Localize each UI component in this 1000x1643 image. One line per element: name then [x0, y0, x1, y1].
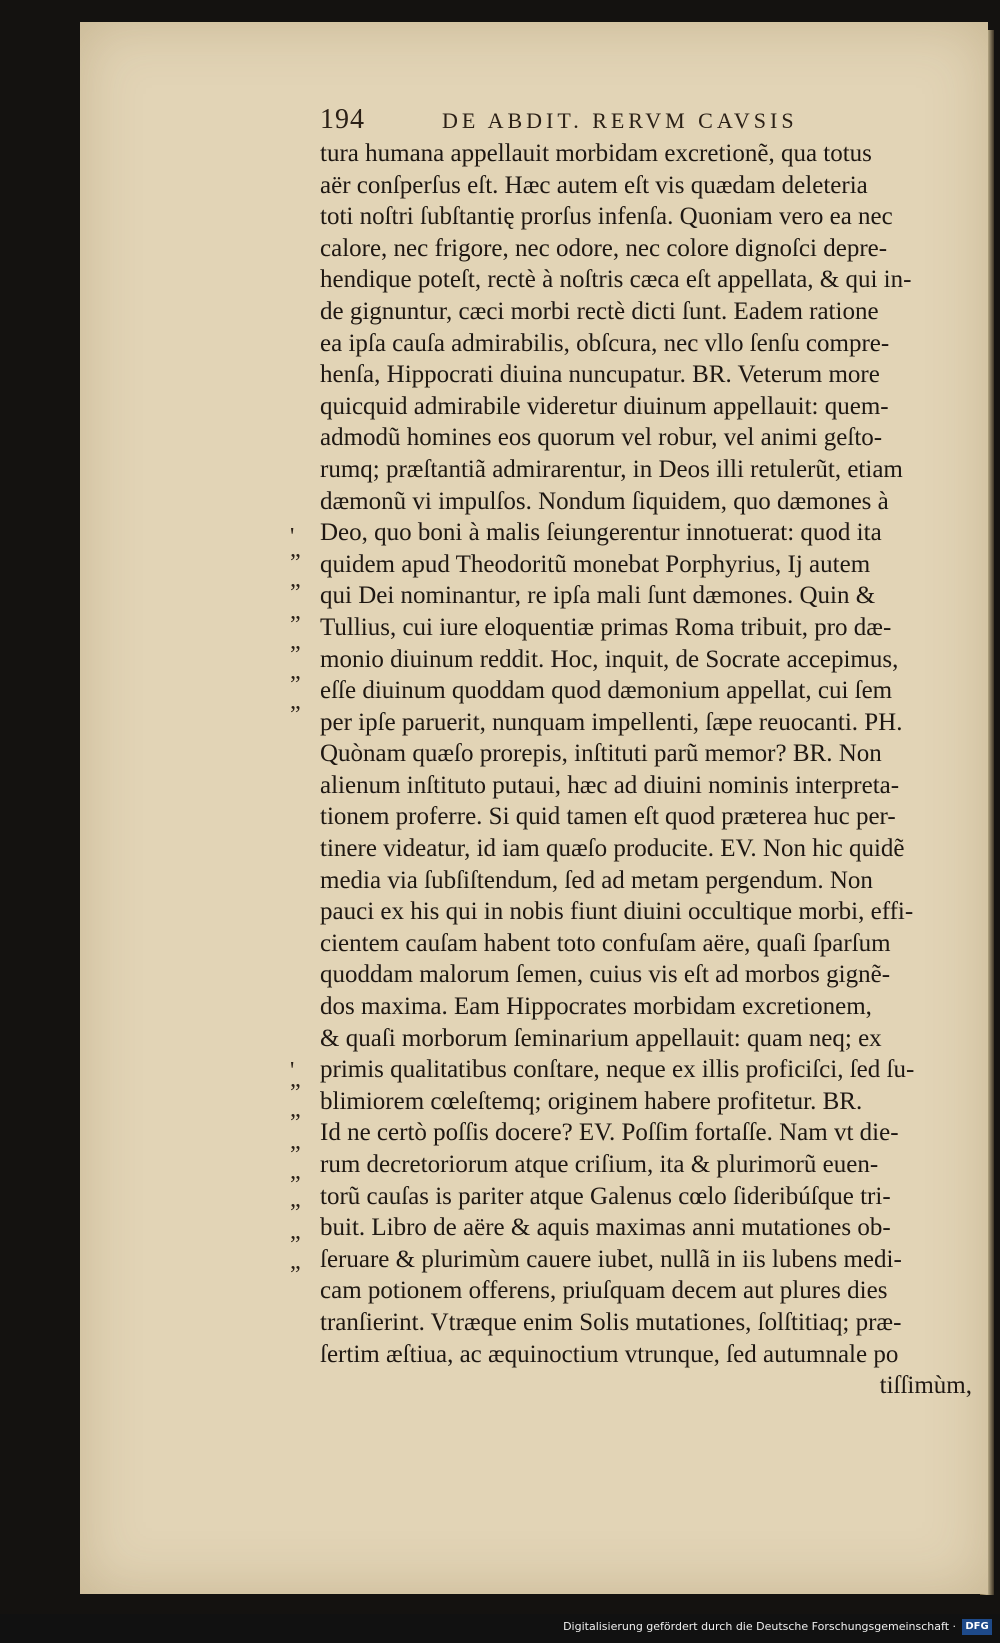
text-line: quicquid admirabile videretur diuinum appellauit: quem- [320, 392, 889, 420]
text-line: torũ cauſas is pariter atque Galenus cœlo ſideribúſque tri- [320, 1182, 891, 1210]
text-line: per ipſe paruerit, nunquam impellenti, ſæpe reuocanti. PH. [320, 708, 903, 736]
text-line: pauci ex his qui in nobis fiunt diuini occultique morbi, effi- [320, 898, 914, 926]
text-line: alienum inſtituto putaui, hæc ad diuini nominis interpreta- [320, 771, 900, 799]
text-line: qui Dei nominantur, re ipſa mali ſunt dæmones. Quin & [320, 582, 876, 610]
margin-quote-mark: ” [290, 550, 301, 576]
margin-quote-mark: ” [290, 612, 301, 638]
text-line: calore, nec frigore, nec odore, nec colore dignoſci depre- [320, 234, 888, 262]
text-line: cientem cauſam habent toto confuſam aëre, quaſi ſparſum [320, 929, 891, 957]
text-line: tura humana appellauit morbidam excretionẽ, qua totus [320, 140, 872, 167]
dfg-logo-icon: DFG [962, 1619, 992, 1635]
text-line: tranſierint. Vtræque enim Solis mutationes, ſolſtitiaq; præ- [320, 1308, 902, 1336]
text-line: ſeruare & plurimùm cauere iubet, nullã in iis lubens medi- [320, 1245, 902, 1273]
text-line: hendique poteſt, rectè à noſtris cæca eſt appellata, & qui in- [320, 266, 912, 294]
text-line: dæmonũ vi impulſos. Nondum ſiquidem, quo dæmones à [320, 487, 889, 515]
text-line: Deo, quo boni à malis ſeiungerentur innotuerat: quod ita [320, 519, 882, 547]
margin-quote-mark: ” [290, 1172, 301, 1198]
margin-quote-mark: ” [290, 580, 301, 606]
text-line: tiſſimùm, [879, 1372, 972, 1400]
margin-quote-mark: ” [290, 672, 301, 698]
text-line: Tullius, cui iure eloquentiæ primas Roma tribuit, pro dæ- [320, 613, 892, 641]
body-text [320, 138, 972, 1402]
text-line: tionem proferre. Si quid tamen eſt quod præterea huc per- [320, 803, 896, 831]
text-line: quoddam malorum ſemen, cuius vis eſt ad morbos gignẽ- [320, 961, 891, 989]
text-line: cam potionem offerens, priuſquam decem aut plures dies [320, 1277, 888, 1305]
text-line: rum decretoriorum atque criſium, ita & plurimorũ euen- [320, 1151, 879, 1178]
margin-quote-mark: ” [290, 1080, 301, 1106]
text-line: media via ſubſiſtendum, ſed ad metam pergendum. Non [320, 866, 873, 894]
margin-quote-mark: ” [290, 1232, 301, 1258]
text-line: admodũ homines eos quorum vel robur, vel animi geſto- [320, 424, 883, 452]
text-line: quidem apud Theodoritũ monebat Porphyrius, Ij autem [320, 550, 871, 578]
margin-quote-mark: ” [290, 702, 301, 728]
margin-quote-mark: ” [290, 642, 301, 668]
footer-bar [0, 1614, 1000, 1643]
text-line: & quaſi morborum ſeminarium appellauit: quam neq; ex [320, 1024, 882, 1052]
text-line: de gignuntur, cæci morbi rectè dicti ſunt. Eadem ratione [320, 297, 879, 325]
margin-quote-mark: ' [290, 1058, 295, 1084]
text-line: rumq; præſtantiã admirarentur, in Deos illi retulerũt, etiam [320, 455, 903, 483]
text-line: tinere videatur, id iam quæſo producite. EV. Non hic quidẽ [320, 835, 905, 863]
text-line: aër conſperſus eſt. Hæc autem eſt vis quædam deleteria [320, 171, 868, 199]
text-line: eſſe diuinum quoddam quod dæmonium appellat, cui ſem [320, 677, 893, 705]
margin-quote-mark: ” [290, 1110, 301, 1136]
text-line: buit. Libro de aëre & aquis maximas anni mutationes ob- [320, 1214, 891, 1242]
margin-quote-mark: ” [290, 1262, 301, 1288]
funding-notice: Digitalisierung gefördert durch die Deutsche Forschungsgemeinschaft · [563, 1620, 956, 1633]
text-line: primis qualitatibus conſtare, neque ex illis proficiſci, ſed ſu- [320, 1056, 915, 1084]
text-line: blimiorem cœleſtemq; originem habere profitetur. BR. [320, 1087, 863, 1115]
margin-quote-mark: ” [290, 1200, 301, 1226]
running-title: DE ABDIT. RERVM CAVSIS [442, 108, 798, 133]
text-line: toti noſtri ſubſtantię prorſus infenſa. Quoniam vero ea nec [320, 203, 893, 231]
page-number: 194 [320, 104, 365, 135]
text-line: ſertim æſtiua, ac æquinoctium vtrunque, ſed autumnale po [320, 1340, 899, 1368]
text-line: ea ipſa cauſa admirabilis, obſcura, nec vllo ſenſu compre- [320, 329, 890, 357]
text-line: Quònam quæſo prorepis, inſtituti parũ memor? BR. Non [320, 740, 882, 768]
margin-quote-mark: ” [290, 1142, 301, 1168]
text-line: dos maxima. Eam Hippocrates morbidam excretionem, [320, 993, 872, 1021]
text-line: Id ne certò poſſis docere? EV. Poſſim fortaſſe. Nam vt die- [320, 1119, 899, 1147]
text-line: henſa, Hippocrati diuina nuncupatur. BR. Veterum more [320, 361, 880, 389]
text-line: monio diuinum reddit. Hoc, inquit, de Socrate accepimus, [320, 645, 899, 673]
margin-quote-mark: ' [290, 524, 295, 550]
